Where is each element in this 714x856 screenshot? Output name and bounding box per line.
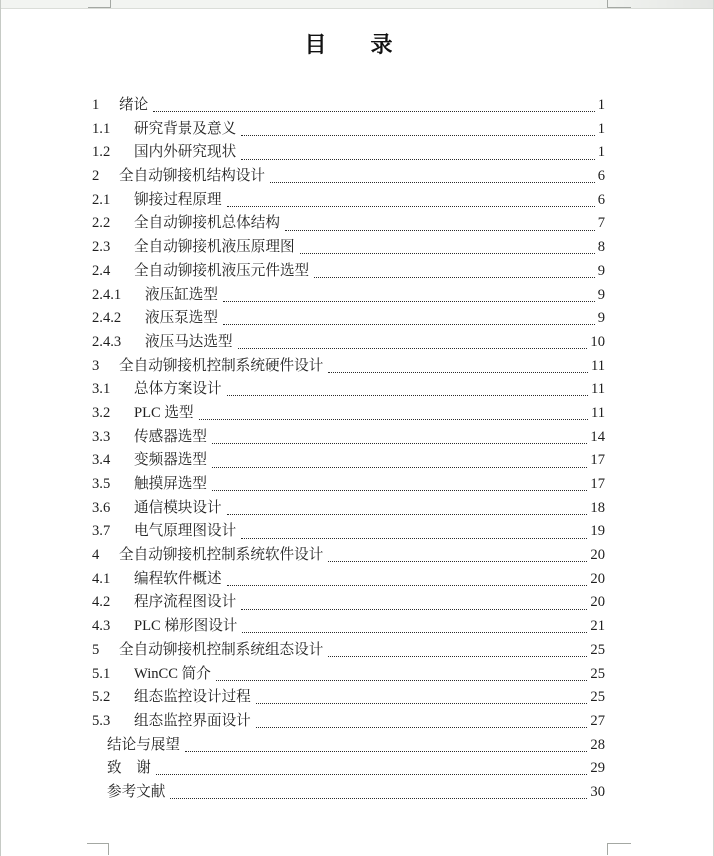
toc-entry-number: 3.5 — [92, 476, 111, 492]
dotted-leader-icon — [241, 135, 595, 136]
dotted-leader-icon — [270, 182, 595, 183]
toc-entry-page: 20 — [590, 570, 605, 587]
toc-entry[interactable] — [92, 189, 605, 213]
toc-entry-number: 3 — [92, 357, 100, 374]
dotted-leader-icon — [256, 727, 588, 728]
dotted-leader-icon — [212, 467, 587, 468]
toc-entry-page: 19 — [590, 523, 605, 540]
toc-entry-page: 6 — [597, 168, 605, 185]
dotted-leader-icon — [242, 632, 587, 633]
toc-entry[interactable] — [92, 497, 605, 521]
toc-entry-number: 2.1 — [92, 191, 111, 208]
toc-entry-title: PLC 选型 — [134, 404, 194, 421]
toc-entry[interactable] — [92, 94, 605, 118]
toc-entry-page: 21 — [590, 618, 605, 635]
toc-entry[interactable] — [92, 710, 605, 734]
toc-entry[interactable] — [92, 284, 605, 308]
dotted-leader-icon — [199, 419, 588, 420]
toc-entry-page: 7 — [597, 215, 605, 232]
dotted-leader-icon — [223, 301, 595, 302]
doc-title: 目 录 — [304, 32, 393, 57]
toc-entry-title: 全自动铆接机控制系统软件设计 — [119, 547, 324, 564]
dotted-leader-icon — [153, 111, 595, 112]
toc-entry-title: 液压泵选型 — [145, 310, 218, 327]
dotted-leader-icon — [300, 253, 595, 254]
toc-entry[interactable] — [92, 757, 605, 781]
toc-entry[interactable] — [92, 165, 605, 189]
toc-entry-page: 30 — [590, 783, 605, 800]
toc-entry-page: 27 — [590, 712, 605, 729]
toc-list — [92, 94, 605, 805]
toc-entry[interactable] — [92, 378, 605, 402]
toc-entry-number: 4.2 — [92, 594, 111, 611]
toc-entry-page: 25 — [590, 641, 605, 658]
text-boundary-corner-bottom-right-icon — [607, 843, 631, 855]
toc-entry-number: 1.1 — [92, 120, 111, 137]
toc-entry-page: 11 — [590, 357, 605, 374]
toc-entry-number: 2.4.3 — [92, 333, 122, 350]
toc-entry-page: 25 — [590, 689, 605, 706]
toc-entry-title: 电气原理图设计 — [134, 523, 237, 540]
dotted-leader-icon — [328, 656, 587, 657]
toc-entry-title: 绪论 — [119, 97, 149, 113]
toc-entry-title: 组态监控界面设计 — [134, 712, 251, 729]
toc-entry[interactable] — [92, 781, 605, 805]
toc-page — [92, 30, 605, 805]
toc-entry-number: 2.4.2 — [92, 310, 122, 327]
dotted-leader-icon — [238, 348, 588, 349]
toc-entry-page: 25 — [590, 665, 605, 682]
dotted-leader-icon — [241, 609, 587, 610]
toc-entry-title: 通信模块设计 — [134, 499, 222, 516]
toc-entry[interactable] — [92, 544, 605, 568]
toc-entry-page: 17 — [590, 452, 605, 469]
dotted-leader-icon — [227, 514, 588, 515]
toc-entry-page: 10 — [590, 333, 605, 350]
toc-entry-title: PLC 梯形图设计 — [134, 618, 238, 635]
toc-entry-title: 致 谢 — [107, 760, 151, 777]
toc-entry[interactable] — [92, 260, 605, 284]
toc-entry[interactable] — [92, 212, 605, 236]
toc-entry[interactable] — [92, 639, 605, 663]
dotted-leader-icon — [185, 751, 587, 752]
toc-entry-number: 3.7 — [92, 523, 111, 540]
toc-entry[interactable] — [92, 663, 605, 687]
toc-entry-number: 1 — [92, 97, 100, 113]
toc-entry-number: 3.1 — [92, 381, 111, 398]
toc-entry-page: 1 — [597, 97, 605, 113]
toc-entry[interactable] — [92, 402, 605, 426]
toc-entry[interactable] — [92, 141, 605, 165]
text-boundary-corner-top-right-icon — [607, 0, 631, 8]
toc-entry-number: 3.2 — [92, 404, 111, 421]
dotted-leader-icon — [241, 159, 595, 160]
dotted-leader-icon — [227, 395, 588, 396]
toc-entry-number: 2.4.1 — [92, 286, 122, 303]
dotted-leader-icon — [328, 561, 587, 562]
toc-entry[interactable] — [92, 473, 605, 497]
dotted-leader-icon — [328, 372, 588, 373]
toc-entry-page: 6 — [597, 191, 605, 208]
toc-entry[interactable] — [92, 686, 605, 710]
toc-entry-page: 9 — [597, 262, 605, 279]
toc-entry[interactable] — [92, 520, 605, 544]
toc-entry-title: 参考文献 — [107, 783, 166, 800]
toc-entry-number: 5 — [92, 641, 100, 658]
dotted-leader-icon — [285, 230, 595, 231]
toc-entry-number: 5.3 — [92, 712, 111, 729]
toc-entry-title: 组态监控设计过程 — [134, 689, 251, 706]
toc-entry-title: 全自动铆接机液压原理图 — [134, 239, 295, 256]
dotted-leader-icon — [216, 680, 588, 681]
toc-entry-page: 29 — [590, 760, 605, 777]
page-edge-left — [0, 0, 1, 856]
toc-entry-title: 程序流程图设计 — [134, 594, 237, 611]
toc-entry-number: 5.1 — [92, 665, 111, 682]
toc-entry-title: 总体方案设计 — [134, 381, 222, 398]
toc-entry-title: 全自动铆接机总体结构 — [134, 215, 280, 232]
toc-entry-page: 1 — [597, 120, 605, 137]
toc-entry[interactable] — [92, 449, 605, 473]
toc-entry[interactable] — [92, 568, 605, 592]
toc-entry-title: 编程软件概述 — [134, 570, 222, 587]
toc-entry[interactable] — [92, 426, 605, 450]
toc-entry-page: 14 — [590, 428, 605, 445]
toc-entry-number: 3.4 — [92, 452, 111, 469]
toc-entry-number: 4.3 — [92, 618, 111, 635]
toc-entry-title: 全自动铆接机液压元件选型 — [134, 262, 310, 279]
toc-entry-number: 4.1 — [92, 570, 111, 587]
toc-entry-page: 28 — [590, 736, 605, 753]
dotted-leader-icon — [256, 703, 588, 704]
toc-entry-number: 2.2 — [92, 215, 111, 232]
toc-entry[interactable] — [92, 118, 605, 142]
dotted-leader-icon — [227, 206, 595, 207]
dotted-leader-icon — [170, 798, 587, 799]
toc-entry-title: 研究背景及意义 — [134, 120, 237, 137]
toc-entry-page: 20 — [590, 547, 605, 564]
toc-entry-title: 全自动铆接机控制系统组态设计 — [119, 641, 324, 658]
toc-entry[interactable] — [92, 355, 605, 379]
toc-entry[interactable] — [92, 734, 605, 758]
toc-entry-page: 8 — [597, 239, 605, 256]
toc-entry-page: 11 — [590, 381, 605, 398]
toc-entry-page: 1 — [597, 144, 605, 161]
toc-entry-title: WinCC 简介 — [134, 665, 211, 682]
toc-entry-number: 2.3 — [92, 239, 111, 256]
toc-entry-page: 20 — [590, 594, 605, 611]
toc-entry-title: 结论与展望 — [107, 736, 180, 753]
toc-entry-page: 9 — [597, 286, 605, 303]
toc-entry[interactable] — [92, 615, 605, 639]
toc-entry-page: 17 — [590, 476, 605, 492]
dotted-leader-icon — [241, 538, 587, 539]
toc-entry[interactable] — [92, 236, 605, 260]
toc-entry-page: 18 — [590, 499, 605, 516]
dotted-leader-icon — [156, 774, 588, 775]
toc-entry-number: 3.3 — [92, 428, 111, 445]
dotted-leader-icon — [212, 490, 587, 491]
toc-entry-title: 液压马达选型 — [145, 333, 233, 350]
toc-entry-title: 全自动铆接机结构设计 — [119, 168, 265, 185]
toc-entry-title: 液压缸选型 — [145, 286, 218, 303]
toc-entry-page: 9 — [597, 310, 605, 327]
toc-entry-number: 4 — [92, 547, 100, 564]
toc-entry[interactable] — [92, 307, 605, 331]
toc-entry-title: 变频器选型 — [134, 452, 207, 469]
toc-entry-number: 3.6 — [92, 499, 111, 516]
toc-entry-page: 11 — [590, 404, 605, 421]
toc-entry-title: 传感器选型 — [134, 428, 207, 445]
toc-entry-title: 国内外研究现状 — [134, 144, 237, 161]
toc-entry-title: 触摸屏选型 — [134, 476, 207, 492]
text-boundary-corner-top-left-icon — [88, 0, 111, 8]
toc-entry-number: 5.2 — [92, 689, 111, 706]
toc-entry-title: 铆接过程原理 — [134, 191, 222, 208]
dotted-leader-icon — [223, 324, 595, 325]
dotted-leader-icon — [212, 443, 587, 444]
text-boundary-corner-bottom-left-icon — [87, 843, 109, 855]
toc-entry-number: 1.2 — [92, 144, 111, 161]
dotted-leader-icon — [314, 277, 595, 278]
toc-entry-title: 全自动铆接机控制系统硬件设计 — [119, 357, 324, 374]
toc-entry-number: 2.4 — [92, 262, 111, 279]
toc-entry[interactable] — [92, 331, 605, 355]
toc-entry[interactable] — [92, 591, 605, 615]
toc-entry-number: 2 — [92, 168, 100, 185]
dotted-leader-icon — [227, 585, 588, 586]
